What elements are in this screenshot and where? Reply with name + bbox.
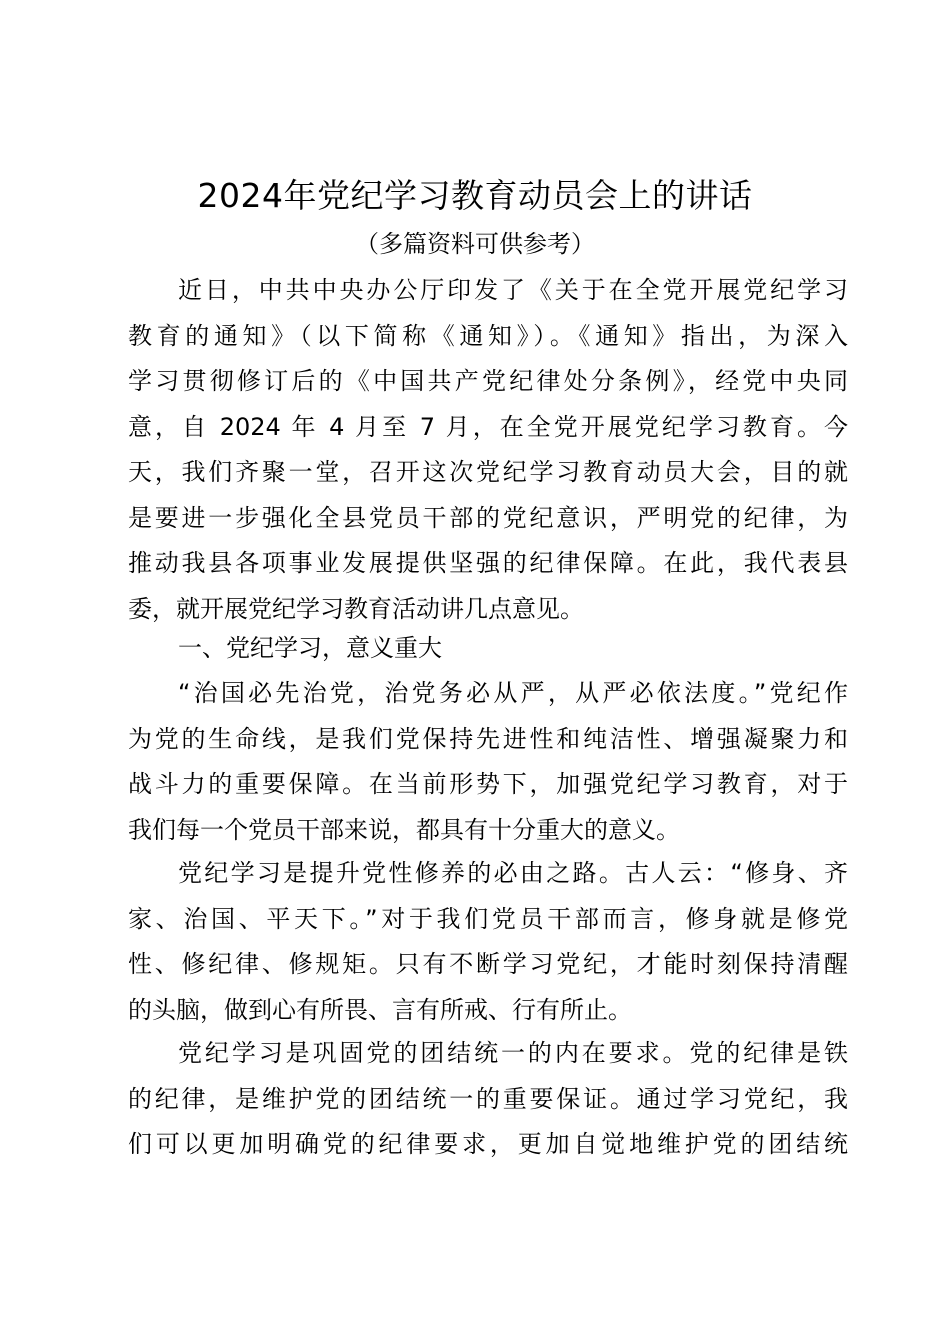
paragraph-self-cultivation	[128, 851, 848, 1033]
paragraph-significance	[128, 671, 848, 853]
document-subtitle: （多篇资料可供参考）	[355, 230, 595, 258]
section-heading-text: 一、党纪学习，意义重大	[178, 634, 442, 662]
paragraph-line: 的纪律，是维护党的团结统一的重要保证。通过学习党纪，我	[128, 1084, 848, 1113]
paragraph-line: 天，我们齐聚一堂，召开这次党纪学习教育动员大会，目的就	[128, 458, 848, 486]
section-heading-1	[128, 626, 848, 672]
paragraph-line: 推动我县各项事业发展提供坚强的纪律保障。在此，我代表县	[128, 549, 848, 577]
paragraph-line: 们可以更加明确党的纪律要求，更加自觉地维护党的团结统	[128, 1130, 848, 1158]
paragraph-line: “治国必先治党，治党务必从严，从严必依法度。”党纪作	[178, 679, 848, 707]
paragraph-line: 教育的通知》（以下简称《通知》）。《通知》指出，为深入	[128, 321, 848, 350]
paragraph-line: 我们每一个党员干部来说，都具有十分重大的意义。	[128, 815, 680, 844]
paragraph-line: 性、修纪律、修规矩。只有不断学习党纪，才能时刻保持清醒	[128, 950, 848, 978]
paragraph-line: 战斗力的重要保障。在当前形势下，加强党纪学习教育，对于	[128, 770, 848, 798]
paragraph-line: 党纪学习是提升党性修养的必由之路。古人云：“修身、齐	[178, 859, 848, 887]
document-title: 2024年党纪学习教育动员会上的讲话	[197, 176, 753, 215]
paragraph-line: 家、治国、平天下。”对于我们党员干部而言，修身就是修党	[128, 904, 848, 933]
paragraph-line: 近日，中共中央办公厅印发了《关于在全党开展党纪学习	[178, 276, 848, 304]
paragraph-line: 是要进一步强化全县党员干部的党纪意识，严明党的纪律，为	[128, 503, 848, 532]
paragraph-intro	[128, 268, 848, 632]
paragraph-line: 党纪学习是巩固党的团结统一的内在要求。党的纪律是铁	[178, 1039, 848, 1067]
paragraph-line: 委，就开展党纪学习教育活动讲几点意见。	[128, 594, 584, 623]
paragraph-line: 意，自 2024 年 4 月至 7 月，在全党开展党纪学习教育。今	[128, 412, 848, 441]
paragraph-line: 学习贯彻修订后的《中国共产党纪律处分条例》，经党中央同	[128, 367, 848, 395]
paragraph-line: 的头脑，做到心有所畏、言有所戒、行有所止。	[128, 995, 632, 1024]
paragraph-line: 为党的生命线，是我们党保持先进性和纯洁性、增强凝聚力和	[128, 724, 848, 753]
paragraph-unity	[128, 1031, 848, 1168]
